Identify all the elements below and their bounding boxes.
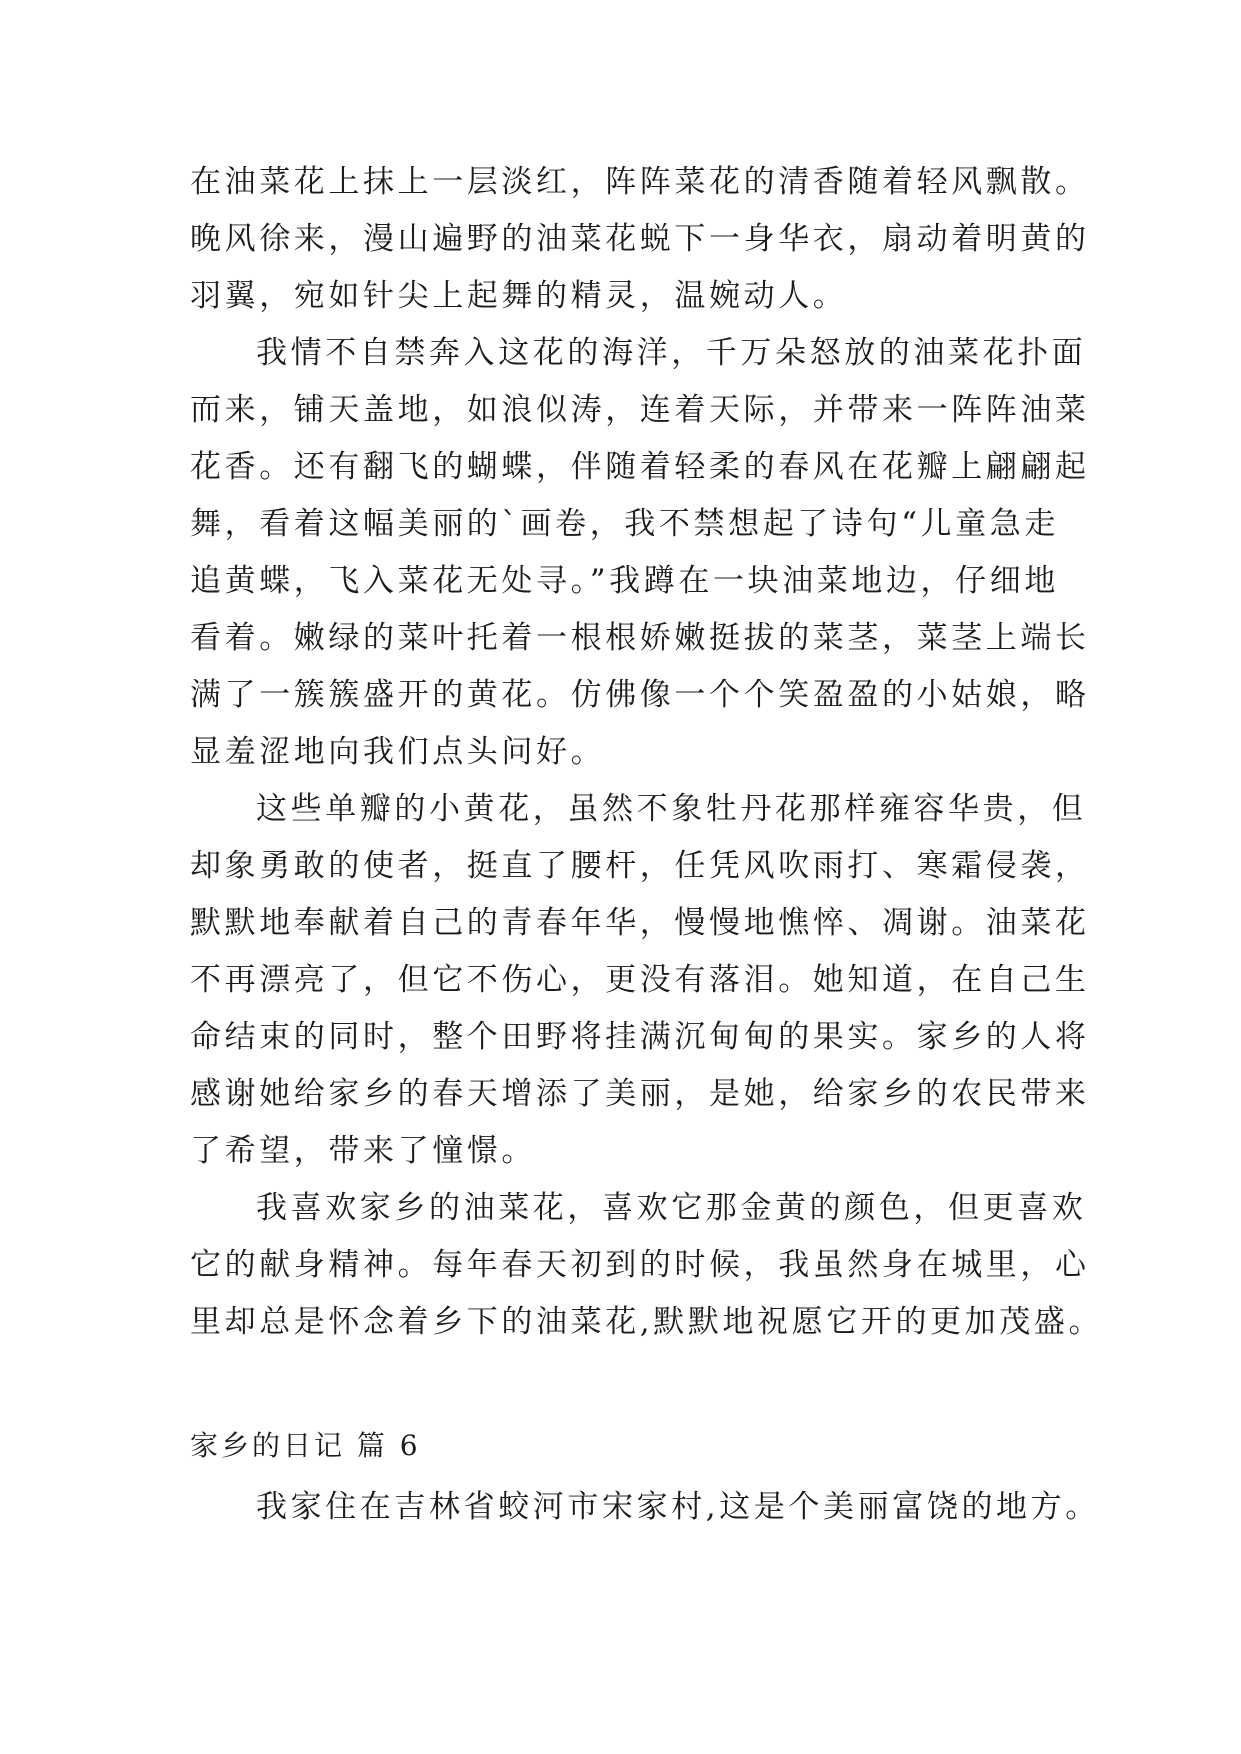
paragraph-start-line: 我喜欢家乡的油菜花，喜欢它那金黄的颜色，但更喜欢 [256, 1190, 1087, 1226]
body-line: 默默地奉献着自己的青春年华，慢慢地憔悴、凋谢。油菜花 [190, 905, 1090, 941]
body-line: 在油菜花上抹上一层淡红，阵阵菜花的清香随着轻风飘散。 [190, 164, 1090, 200]
section-title: 家乡的日记 篇 6 [190, 1429, 421, 1462]
body-line: 晚风徐来，漫山遍野的油菜花蜕下一身华衣，扇动着明黄的 [190, 221, 1090, 257]
body-line: 羽翼，宛如针尖上起舞的精灵，温婉动人。 [190, 278, 848, 314]
body-line: 舞，看着这幅美丽的`画卷，我不禁想起了诗句“儿童急走 [190, 506, 1059, 542]
body-line: 看着。嫩绿的菜叶托着一根根娇嫩挺拔的菜茎，菜茎上端长 [190, 620, 1090, 656]
paragraph-start-line: 我家住在吉林省蛟河市宋家村,这是个美丽富饶的地方。 [256, 1489, 1100, 1525]
body-line: 却象勇敢的使者，挺直了腰杆，任凭风吹雨打、寒霜侵袭， [190, 848, 1090, 884]
body-line: 里却总是怀念着乡下的油菜花,默默地祝愿它开的更加茂盛。 [190, 1304, 1104, 1340]
paragraph-start-line: 我情不自禁奔入这花的海洋，千万朵怒放的油菜花扑面 [256, 335, 1087, 371]
body-line: 满了一簇簇盛开的黄花。仿佛像一个个笑盈盈的小姑娘，略 [190, 677, 1090, 713]
body-line: 不再漂亮了，但它不伤心，更没有落泪。她知道，在自己生 [190, 962, 1090, 998]
body-line: 花香。还有翻飞的蝴蝶，伴随着轻柔的春风在花瓣上翩翩起 [190, 449, 1090, 485]
body-line: 感谢她给家乡的春天增添了美丽，是她，给家乡的农民带来 [190, 1076, 1090, 1112]
body-line: 命结束的同时，整个田野将挂满沉甸甸的果实。家乡的人将 [190, 1019, 1090, 1055]
body-line: 而来，铺天盖地，如浪似涛，连着天际，并带来一阵阵油菜 [190, 392, 1090, 428]
body-line: 了希望，带来了憧憬。 [190, 1133, 536, 1169]
body-line: 显羞涩地向我们点头问好。 [190, 734, 606, 770]
paragraph-start-line: 这些单瓣的小黄花，虽然不象牡丹花那样雍容华贵，但 [256, 791, 1087, 827]
body-line: 它的献身精神。每年春天初到的时候，我虽然身在城里，心 [190, 1247, 1090, 1283]
body-line: 追黄蝶，飞入菜花无处寻。”我蹲在一块油菜地边，仔细地 [190, 563, 1059, 599]
